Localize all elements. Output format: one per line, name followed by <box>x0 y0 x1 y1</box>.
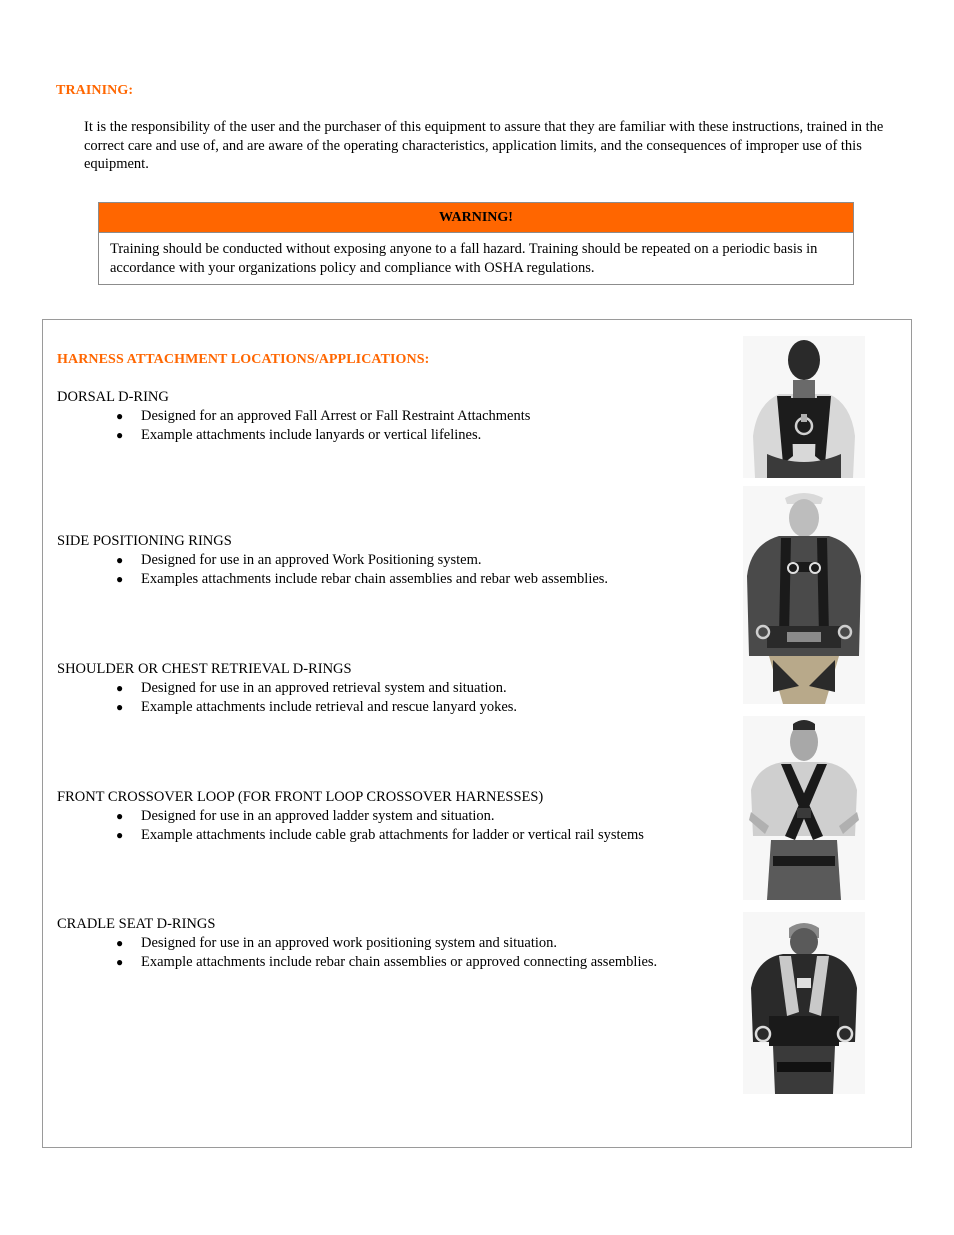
bullet-icon: ● <box>116 700 124 714</box>
bullet-icon: ● <box>116 409 124 423</box>
training-heading: TRAINING: <box>56 83 134 98</box>
bullet-text: Example attachments include cable grab attachments for ladder or vertical rail systems <box>141 827 644 843</box>
list-item <box>57 698 737 717</box>
bullet-icon: ● <box>116 428 124 442</box>
section-title: CRADLE SEAT D-RINGS <box>57 916 216 932</box>
bullet-icon: ● <box>116 572 124 586</box>
section-cradle-seat-d-rings <box>57 915 737 972</box>
list-item <box>57 679 737 698</box>
list-item <box>57 426 737 445</box>
section-dorsal-d-ring <box>57 388 737 445</box>
list-item <box>57 407 737 426</box>
harness-heading: HARNESS ATTACHMENT LOCATIONS/APPLICATIONS: <box>57 352 430 367</box>
bullet-list <box>57 407 737 445</box>
bullet-list <box>57 934 737 972</box>
bullet-text: Examples attachments include rebar chain assemblies and rebar web assemblies. <box>141 571 609 587</box>
harness-photo-side-positioning <box>743 486 865 704</box>
bullet-icon: ● <box>116 828 124 842</box>
bullet-icon: ● <box>116 681 124 695</box>
bullet-list <box>57 679 737 717</box>
harness-photo-cradle-seat <box>743 912 865 1094</box>
section-side-positioning-rings <box>57 532 737 589</box>
section-title: DORSAL D-RING <box>57 389 169 405</box>
bullet-icon: ● <box>116 936 124 950</box>
harness-photo-dorsal <box>743 336 865 478</box>
bullet-text: Example attachments include rebar chain assemblies or approved connecting assemblies. <box>141 954 658 970</box>
warning-box <box>98 202 854 285</box>
harness-attachment-box <box>42 319 912 1148</box>
bullet-icon: ● <box>116 955 124 969</box>
list-item <box>57 953 737 972</box>
bullet-list <box>57 807 737 845</box>
section-shoulder-chest-retrieval <box>57 660 737 717</box>
bullet-icon: ● <box>116 809 124 823</box>
bullet-text: Designed for use in an approved Work Positioning system. <box>141 552 482 568</box>
list-item <box>57 826 737 845</box>
section-front-crossover-loop <box>57 788 737 845</box>
list-item <box>57 934 737 953</box>
bullet-text: Designed for use in an approved retrieval system and situation. <box>141 680 507 696</box>
bullet-text: Designed for use in an approved work positioning system and situation. <box>141 935 558 951</box>
bullet-text: Example attachments include lanyards or vertical lifelines. <box>141 427 482 443</box>
warning-title: WARNING! <box>99 203 853 233</box>
list-item <box>57 807 737 826</box>
section-title: SIDE POSITIONING RINGS <box>57 533 232 549</box>
warning-body: Training should be conducted without exposing anyone to a fall hazard. Training should be repeated on a periodic basis in accordance with your organizations policy and compliance with OSHA regulations. <box>110 241 818 276</box>
bullet-icon: ● <box>116 553 124 567</box>
harness-photo-front-crossover <box>743 716 865 900</box>
training-paragraph: It is the responsibility of the user and the purchaser of this equipment to assure that they are familiar with these instructions, trained in the correct care and use of, and are aware of the operating characteristics, application limits, and the consequences of improper use of this equipment. <box>84 119 884 172</box>
bullet-text: Designed for an approved Fall Arrest or Fall Restraint Attachments <box>141 408 531 424</box>
bullet-text: Designed for use in an approved ladder system and situation. <box>141 808 495 824</box>
list-item <box>57 570 737 589</box>
section-title: SHOULDER OR CHEST RETRIEVAL D-RINGS <box>57 661 352 677</box>
list-item <box>57 551 737 570</box>
bullet-list <box>57 551 737 589</box>
bullet-text: Example attachments include retrieval and rescue lanyard yokes. <box>141 699 518 715</box>
section-title: FRONT CROSSOVER LOOP (FOR FRONT LOOP CROSSOVER HARNESSES) <box>57 789 544 805</box>
